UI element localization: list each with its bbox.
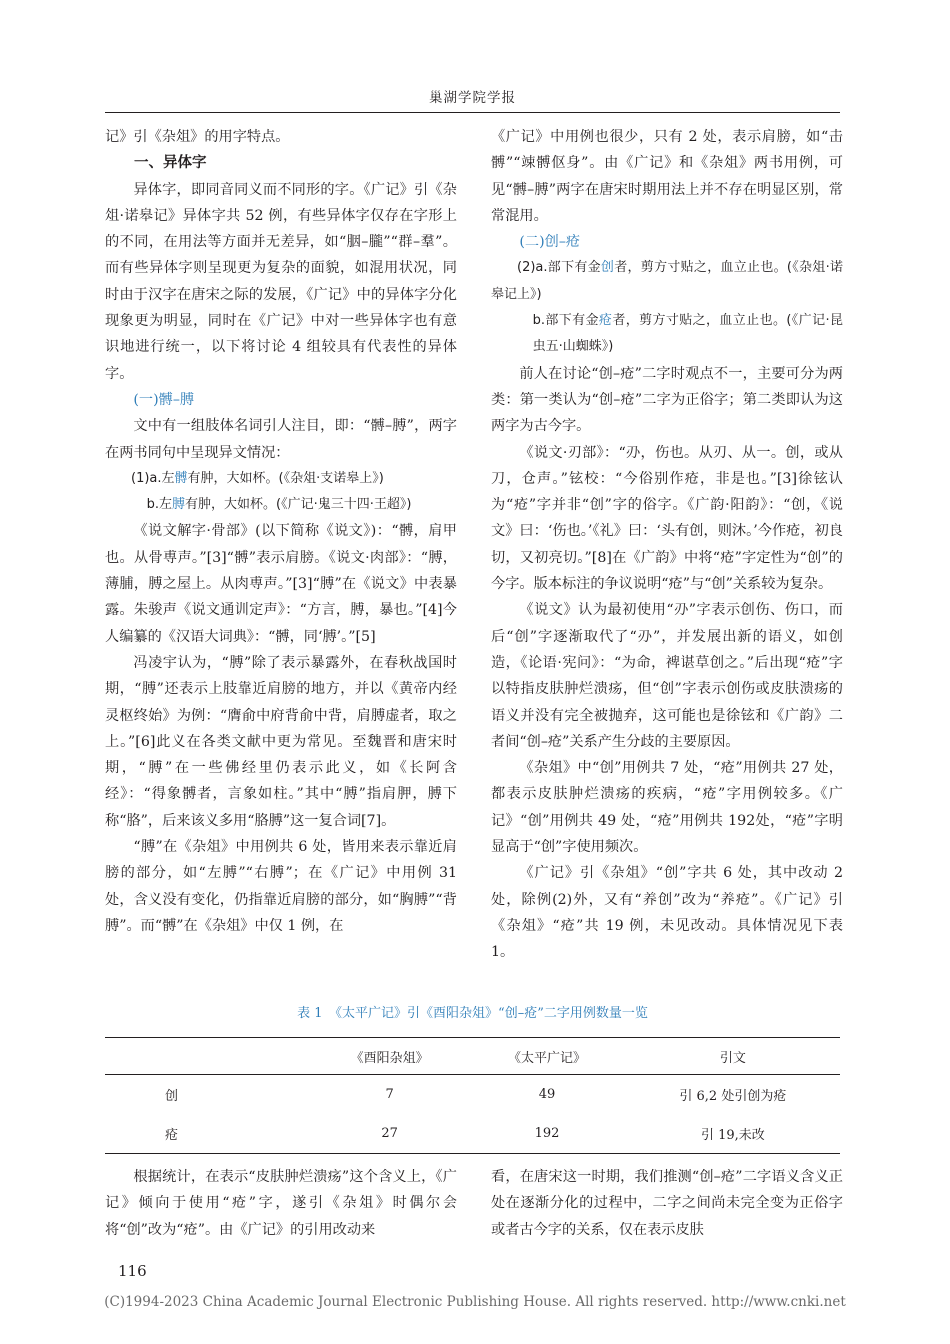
copyright-footer: (C)1994-2023 China Academic Journal Electronic Publishing House. All rights reserved. http://www.cnki.net (104, 1294, 846, 1310)
example-2a (491, 255, 843, 308)
paragraph: 根据统计，在表示“皮肤肿烂溃疡”这个含义上，《广记》倾向于使用“疮”字，遂引《杂俎》时偶尔会将“创”改为“疮”。由《广记》的引用改动来 (105, 1169, 457, 1238)
example-text: 有肿，大如杯。(《杂俎·支诺皋上》) (187, 470, 384, 486)
table-header-cell (105, 1038, 311, 1075)
journal-title: 巢湖学院学报 (429, 90, 516, 106)
bottom-left-paragraph (105, 1164, 457, 1243)
table-header-cell: 《酉阳杂俎》 (311, 1038, 468, 1075)
example-text: (1)a.左 (131, 470, 175, 486)
table-row (105, 1075, 840, 1115)
table-cell: 192 (468, 1114, 625, 1154)
highlighted-char: 疮 (598, 313, 613, 329)
paragraph: “膊”在《杂俎》中用例共 6 处，皆用来表示靠近肩膀的部分，如“左膊”“右膊”；在《广记》中用例 31 处，含义没有变化，仍指靠近肩膀的部分，如“胸膊”“背膊”。而“髆”在《杂俎》中仅 1 例，在 (105, 839, 457, 934)
paragraph: 异体字，即同音同义而不同形的字。《广记》引《杂俎·诺皋记》异体字共 52 例，有些异体字仅存在字形上的不同，在用法等方面并无差异，如“胭–朧”“群–羣”。而有些异体字则呈现更为复杂的面貌，如混用状况，同时由于汉字在唐宋之际的发展，《广记》中的异体字分化现象更为明显，同时在《广记》中对一些异体字也有意识地进行统一，以下将讨论 4 组较具有代表性的异体字。 (105, 181, 457, 382)
example-text: 者，剪方寸贴之，血立止也。(《杂俎·诺皋记上》) (491, 260, 843, 302)
data-table (105, 1037, 840, 1154)
table-cell: 7 (385, 1087, 394, 1102)
example-text: 者，剪方寸贴之，血立止也。(《广记·昆虫五·山蜘蛛》) (532, 313, 843, 355)
table-header-row (105, 1038, 840, 1075)
table-cell: 创 (165, 1089, 179, 1104)
paragraph: 文中有一组肢体名词引人注目，即：“髆–膊”，两字在两书同句中呈现异文情况： (105, 418, 457, 461)
table-cell: 27 (311, 1114, 468, 1154)
table-header-cell: 引文 (626, 1038, 840, 1075)
table-row (105, 1114, 840, 1154)
left-column (105, 124, 457, 939)
paragraph: 《说文解字·骨部》(以下简称《说文》)：“髆，肩甲也。从骨尃声。”[3]“髆”表示肩膀。《说文·肉部》：“膊，薄脯，膊之屋上。从肉尃声。”[3]“膊”在《说文》中表暴露。朱骏声《说文通训定声》：“方言，膊，暴也。”[4]今人编纂的《汉语大词典》：“髆，同‘膊’。”[5] (105, 523, 457, 645)
example-2b (491, 308, 843, 361)
table-cell: 引 19,未改 (626, 1114, 840, 1154)
section-title: 一、异体字 (134, 155, 207, 172)
highlighted-char: 创 (600, 260, 615, 276)
subsection-title: (一)髆–膊 (133, 391, 195, 408)
subsection-title: (二)创–疮 (519, 234, 581, 251)
paragraph: 看，在唐宋这一时期，我们推测“创–疮”二字语义含义正处在逐渐分化的过程中，二字之间尚未完全变为正俗字或者古今字的关系，仅在表示皮肤 (491, 1169, 843, 1238)
highlighted-char: 膊 (171, 497, 185, 513)
paragraph: 记》引《杂俎》的用字特点。 (105, 129, 290, 145)
table-caption: 表 1 《太平广记》引《酉阳杂俎》“创–疮”二字用例数量一览 (297, 1006, 648, 1021)
paragraph: 《说文·刃部》：“刅，伤也。从刃、从一。创，或从刀，仓声。”铉校：“今俗别作疮，非是也。”[3]徐铉认为“疮”字并非“创”字的俗字。《广韵·阳韵》：“创，《说文》曰：‘伤也。’《礼》曰：‘头有创，则沐。’今作疮，初良切，又初亮切。”[8]在《广韵》中将“疮”字定性为“创”的今字。版本标注的争议说明“疮”与“创”关系较为复杂。 (491, 444, 843, 593)
example-text: (2)a.部下有金 (517, 260, 601, 276)
table-cell: 49 (538, 1087, 556, 1102)
example-text: 有肿，大如杯。(《广记·鬼三十四·王超》) (185, 497, 412, 513)
table-cell: 疮 (105, 1114, 311, 1154)
paragraph: 《杂俎》中“创”用例共 7 处，“疮”用例共 27 处，都表示皮肤肿烂溃疡的疾病，“疮”字用例较多。《广记》“创”用例共 49 处，“疮”用例共 192处，“疮”字明显高于“创”字使用频次。 (491, 760, 843, 856)
example-1b (105, 492, 457, 518)
table-header-cell: 《太平广记》 (468, 1038, 625, 1075)
example-text: b.部下有金 (532, 313, 599, 329)
paragraph: 《广记》引《杂俎》“创”字共 6 处，其中改动 2 处，除例(2)外，又有“养创”改为“养疮”。《广记》引《杂俎》“疮”共 19 例，未见改动。具体情况见下表 1。 (491, 865, 843, 961)
paragraph: 冯凌宇认为，“膊”除了表示暴露外，在春秋战国时期，“膊”还表示上肢靠近肩膀的地方，并以《黄帝内经灵枢终始》为例：“膺俞中府背俞中背，肩膊虚者，取之上。”[6]此义在各类文献中更为常见。至魏晋和唐宋时期，“膊”在一些佛经里仍表示此义，如《长阿含经》：“得象髆者，言象如柱。”其中“膊”指肩胛，膊下称“胳”，后来该义多用“胳膊”这一复合词[7]。 (105, 654, 457, 829)
table-cell: 引 6,2 处引创为疮 (679, 1089, 787, 1104)
paragraph: 前人在讨论“创–疮”二字时观点不一，主要可分为两类：第一类认为“创–疮”二字为正俗字；第二类即认为这两字为古今字。 (491, 365, 843, 435)
running-header (105, 86, 840, 113)
highlighted-char: 髆 (174, 470, 188, 486)
example-text: b.左 (146, 497, 172, 513)
page-number: 116 (118, 1262, 147, 1280)
paragraph: 《说文》认为最初使用“刅”字表示创伤、伤口，而后“创”字逐渐取代了“刅”，并发展出新的语义，如创造，《论语·宪问》：“为命，裨谌草创之。”后出现“疮”字以特指皮肤肿烂溃疡，但“创”字表示创伤或皮肤溃疡的语义并没有完全被抛弃，这可能也是徐铉和《广韵》二者间“创–疮”关系产生分歧的主要原因。 (491, 602, 843, 750)
bottom-right-paragraph (491, 1164, 843, 1243)
example-1a (105, 466, 457, 492)
paragraph: 《广记》中用例也很少，只有 2 处，表示肩膀，如“击髆”“竦髆伛身”。由《广记》和《杂俎》两书用例，可见“髆–膊”两字在唐宋时期用法上并不存在明显区别，常常混用。 (491, 129, 843, 224)
right-column (491, 124, 843, 966)
